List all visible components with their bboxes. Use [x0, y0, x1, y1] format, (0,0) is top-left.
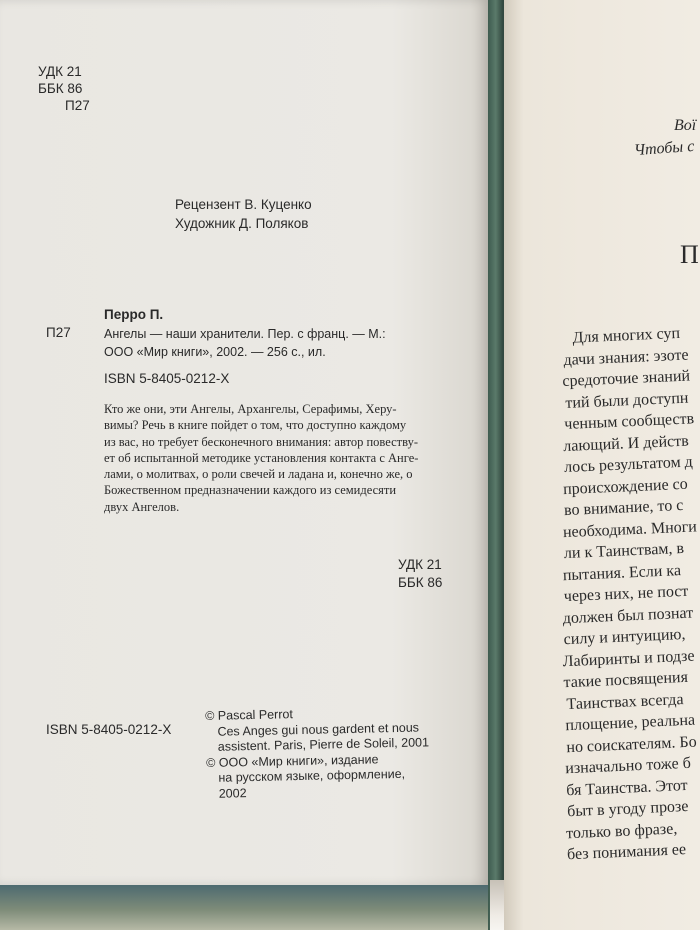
body-line: без понимания ее: [566, 841, 687, 864]
udk-code-top: УДК 21: [38, 64, 82, 79]
body-line: пытания. Если ка: [562, 561, 682, 584]
body-line: через них, не пост: [563, 582, 689, 606]
isbn-record: ISBN 5-8405-0212-X: [104, 371, 230, 386]
copyright-line: 2002: [218, 785, 247, 801]
title-line: Ангелы — наши хранители. Пер. с франц. — М.:: [104, 327, 386, 341]
body-line: лающий. И действ: [562, 432, 690, 455]
book-title-record: [104, 326, 444, 362]
body-line: площение, реальна: [565, 711, 696, 735]
body-line: быт в угоду прозе: [566, 797, 689, 821]
body-line: происхождение со: [562, 475, 689, 498]
body-line: во внимание, то с: [563, 496, 684, 520]
body-line: только во фразе,: [565, 819, 678, 842]
chapter-text: [504, 322, 700, 867]
body-line: изначально тоже б: [564, 754, 692, 778]
reviewer-credit: Рецензент В. Куценко: [175, 197, 312, 212]
annotation-line: лами, о молитвах, о роли свечей и ладана и, конечно же, о: [104, 467, 413, 482]
copyright-line: assistent. Paris, Pierre de Soleil, 2001: [217, 735, 430, 754]
body-line: ли к Таинствам, в: [563, 539, 685, 563]
body-line: Для многих суп: [572, 324, 681, 347]
body-line: бя Таинства. Этот: [565, 776, 688, 799]
author-mark-top: П27: [65, 98, 90, 113]
artist-credit: Художник Д. Поляков: [175, 216, 309, 231]
annotation-line: Божественном предназначении каждого из семидесяти: [104, 483, 397, 498]
body-line: ченным сообществ: [563, 410, 695, 434]
copyright-line: © Pascal Perrot: [205, 707, 293, 723]
body-line: но соискателям. Бо: [566, 733, 697, 756]
annotation-line: из вас, но требует бесконечного внимания: автор повеству-: [104, 434, 419, 449]
isbn-footer: ISBN 5-8405-0212-X: [46, 722, 172, 737]
body-line: дачи знания: эзоте: [563, 346, 689, 369]
body-line: Лабиринты и подзе: [562, 647, 695, 670]
bbk-code-top: ББК 86: [38, 81, 83, 96]
author-heading: Перро П.: [104, 307, 164, 322]
body-line: лось результатом д: [563, 453, 694, 477]
body-line: Таинствах всегда: [566, 690, 684, 713]
body-line: должен был познат: [562, 604, 694, 627]
author-mark: П27: [46, 325, 71, 340]
annotation-line: двух Ангелов.: [104, 499, 180, 514]
epigraph-line: Вої: [674, 117, 697, 134]
copyright-block: [205, 704, 430, 802]
book-cover-edge: [0, 885, 496, 930]
body-line: тий были доступн: [565, 389, 689, 412]
annotation-line: Кто же они, эти Ангелы, Архангелы, Серафимы, Херу-: [104, 402, 397, 416]
epigraph-line: Чтобы с: [633, 137, 695, 160]
body-line: необходима. Многи: [562, 517, 698, 541]
udk-code-bottom: УДК 21: [398, 557, 442, 572]
copyright-line: © ООО «Мир книги», издание: [205, 751, 379, 770]
copyright-line: Ces Anges gui nous gardent et nous: [217, 720, 420, 739]
annotation-line: вимы? Речь в книге пойдет о том, что доступно каждому: [104, 418, 407, 433]
copyright-line: на русском языке, оформление,: [218, 766, 406, 785]
chapter-heading: П: [680, 240, 699, 269]
title-line: ООО «Мир книги», 2002. — 256 с., ил.: [104, 345, 326, 359]
right-page: [504, 0, 700, 930]
body-line: средоточие знаний: [562, 367, 691, 391]
body-line: такие посвящения: [563, 668, 689, 692]
bbk-code-bottom: ББК 86: [398, 575, 443, 590]
annotation-line: ет об испытанной методике установления контакта с Анге-: [104, 450, 419, 465]
body-line: силу и интуицию,: [563, 625, 686, 649]
annotation: [104, 401, 444, 515]
